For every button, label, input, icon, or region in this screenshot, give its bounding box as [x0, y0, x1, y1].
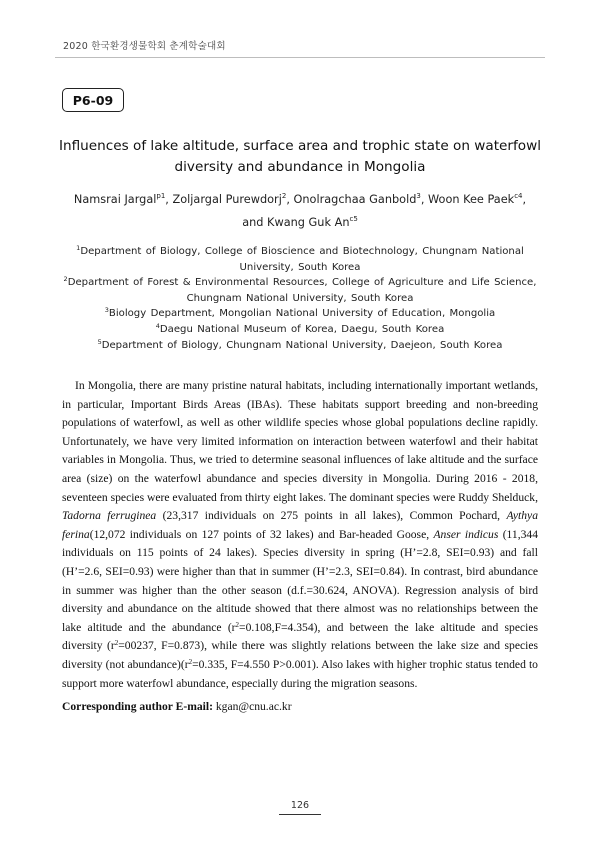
author-name: Namsrai Jargal	[73, 193, 157, 206]
affiliation-item: $^5$Department of Biology, Chungnam National University, Daejeon, South Korea	[97, 337, 503, 351]
author-name: Kwang Guk An	[267, 216, 350, 229]
species-name: Aythya ferina	[62, 509, 539, 541]
paper-title: Influences of lake altitude, surface area and trophic state on waterfowl diversity and abundance in Mongolia	[58, 138, 541, 175]
affiliation-list	[62, 244, 538, 353]
author-name: Zoljargal Purewdorj	[172, 193, 282, 206]
author-sup: p1	[156, 192, 166, 200]
author-name: Onolragchaa Ganbold	[293, 193, 417, 206]
species-name: Tadorna ferruginea	[62, 509, 157, 523]
species-name: Anser indicus	[433, 527, 499, 541]
author-connector: and	[242, 216, 264, 229]
affiliation-item: $^3$Biology Department, Mongolian National University of Education, Mongolia	[104, 306, 496, 320]
page-number-underline	[279, 814, 321, 815]
running-head: 2020 한국환경생물학회 춘계학술대회	[63, 41, 226, 52]
affiliation-item: $^1$Department of Biology, College of Bioscience and Biotechnology, Chungnam National University, South Korea	[76, 244, 524, 273]
corresponding-email[interactable]: kgan@cnu.ac.kr	[215, 700, 292, 713]
header-divider	[55, 57, 545, 58]
affiliation-item: $^4$Daegu National Museum of Korea, Daegu, South Korea	[155, 321, 445, 335]
author-sup: 2	[281, 192, 287, 200]
corresponding-author	[62, 700, 292, 713]
abstract-code-badge: P6-09	[62, 88, 124, 112]
author-sup: 3	[416, 192, 421, 200]
author-list: Namsrai Jargal$^{p1}$, Zoljargal Purewdorj$^2$, Onolragchaa Ganbold$^3$, Woon Kee Paek$^{c4}$, and Kwang Guk $An^{c5}$	[73, 192, 527, 229]
affiliation-item: $^2$Department of Forest & Environmental Resources, College of Agriculture and Life Science, Chungnam National University, South Korea	[63, 275, 537, 304]
author-sup: c4	[514, 192, 523, 200]
author-name: Woon Kee Paek	[428, 193, 515, 206]
abstract-body	[62, 377, 538, 693]
corresponding-label: Corresponding author E-mail:	[62, 700, 213, 713]
page-number: 126	[290, 800, 310, 811]
abstract-paragraph: In Mongolia, there are many pristine natural habitats, including internationally important wetlands, in particular, Important Birds Areas (IBAs). These habitats support breeding and non-breeding populations of waterfowl, as well as other wildlife species whose global populations decline rapidly. Unfortunately, we have very limited information on interaction between waterfowl and their habitat variables in Mongolia. Thus, we tried to determine seasonal influences of lake altitude and the surface area (size) on the waterfowl abundance and species diversity in Mongolia. During 2016 - 2018, seventeen species were evaluated from thirty eight lakes. The dominant species were Ruddy Shelduck, Tadorna ferruginea (23,317 individuals on 275 points in all lakes), Common Pochard, Aythya ferina(12,072 individuals on 127 points of 32 lakes) and Bar-headed Goose, Anser indicus (11,344 individuals on 115 points of 24 lakes). Species diversity in spring (H’=2.8, SEI=0.93) and fall (H’=2.6, SEI=0.93) were higher than that in summer (H’=2.3, SEI=0.84). In contrast, bird abundance in summer was higher than the other season (d.f.=30.624, ANOVA). Regression analysis of bird diversity and abundance on the altitude showed that there almost was no relationships between the lake altitude and the abundance $(r^2=0.108,F=4.354)$, and between the lake altitude and species diversity ($r^2=00237$, F=0.873), while there was slightly relations between the lake size and species diversity (not $abundance)(r^2=0.335$, F=4.550 P>0.001). Also lakes with higher trophic status tended to support more waterfowl abundance, especially during the migration seasons.	[62, 379, 539, 690]
author-sup: c5	[349, 215, 358, 223]
